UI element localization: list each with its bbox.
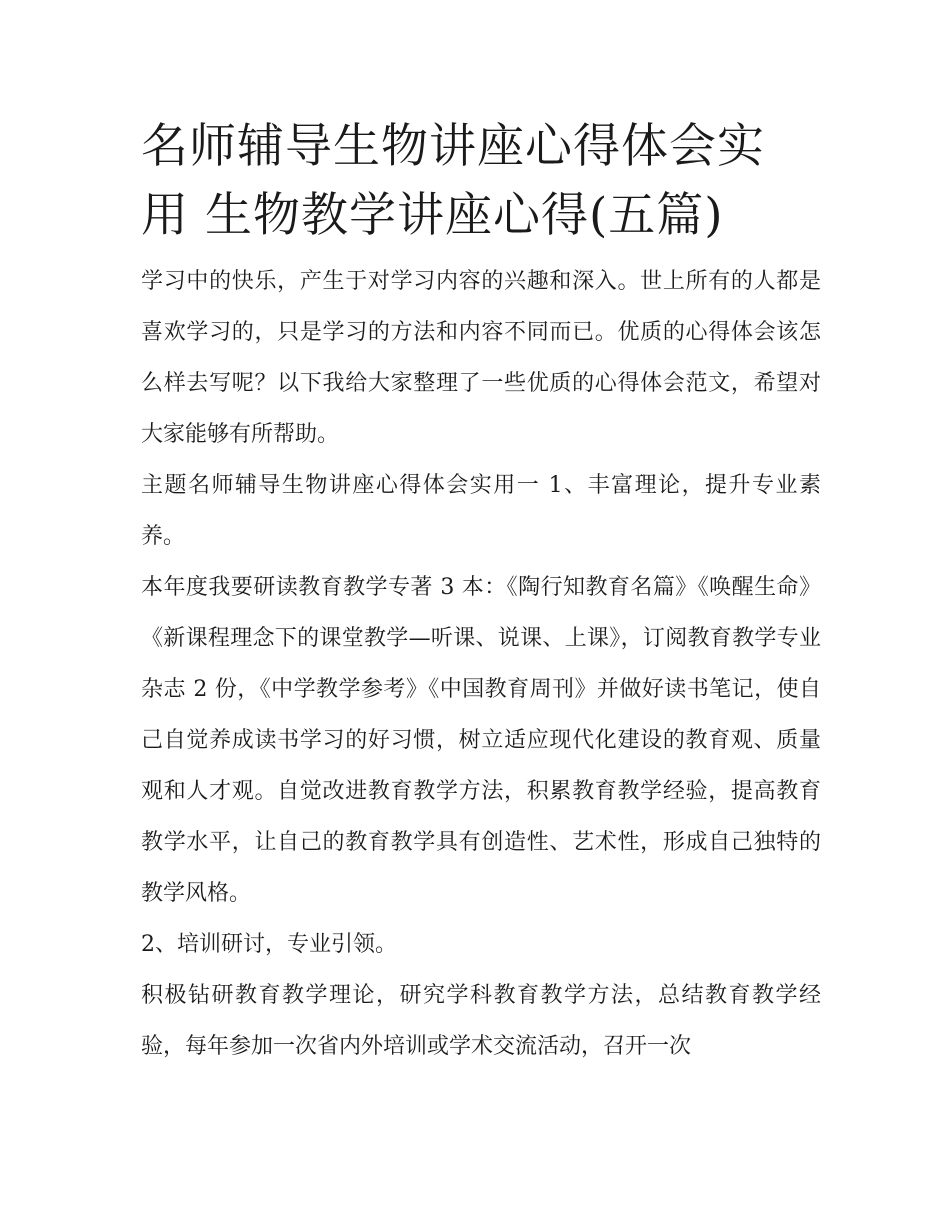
document-body [141, 112, 821, 1072]
section-heading-2: 2、培训研讨，专业引领。 [141, 932, 397, 957]
reading-plan-paragraph: 本年度我要研读教育教学专著 3 本：《陶行知教育名篇》《唤醒生命》《新课程理念下的课堂教学—听课、说课、上课》，订阅教育教学专业杂志 2 份，《中学教学参考》《中国教育周刊》并做好读书笔记，使自己自觉养成读书学习的好习惯，树立适应现代化建设的教育观、质量观和人才观。自觉改进教育教学方法，积累教育教学经验，提高教育教学水平，让自己的教育教学具有创造性、艺术性，形成自己独特的教学风格。 [141, 575, 821, 906]
section-heading-1: 主题名师辅导生物讲座心得体会实用一 1、丰富理论，提升专业素养。 [141, 473, 821, 549]
document-title [141, 112, 821, 250]
title-line-1: 名师辅导生物讲座心得体会实 [141, 119, 765, 174]
title-line-2: 用 生物教学讲座心得(五篇) [141, 188, 724, 243]
training-paragraph: 积极钻研教育教学理论，研究学科教育教学方法，总结教育教学经验，每年参加一次省内外培训或学术交流活动，召开一次 [141, 983, 821, 1059]
intro-paragraph: 学习中的快乐，产生于对学习内容的兴趣和深入。世上所有的人都是喜欢学习的，只是学习的方法和内容不同而已。优质的心得体会该怎么样去写呢？以下我给大家整理了一些优质的心得体会范文，希望对大家能够有所帮助。 [141, 269, 821, 447]
